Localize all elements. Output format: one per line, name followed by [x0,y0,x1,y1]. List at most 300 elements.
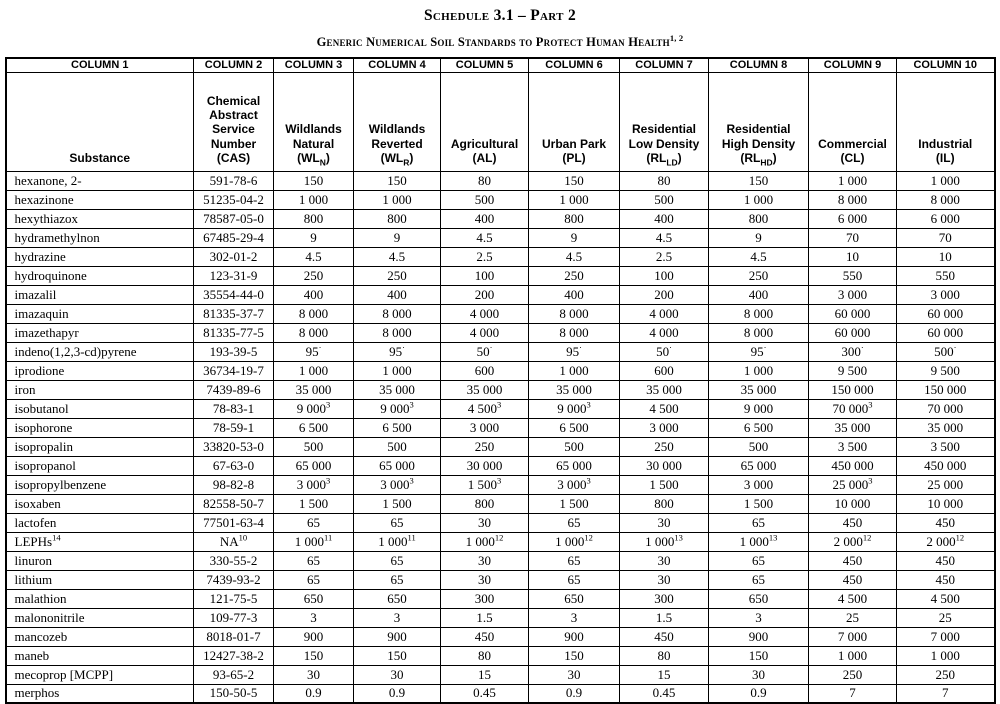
substance-cell: iron [6,380,194,399]
table-row [6,551,995,570]
table-row [6,532,995,551]
value-cell: 400 [441,209,529,228]
substance-cell: imazaquin [6,304,194,323]
substance-cell: isoxaben [6,494,194,513]
value-cell: 70 000 [897,399,995,418]
value-cell: 150 [274,171,354,190]
value-cell: 25 [809,608,897,627]
value-cell: 500 [441,190,529,209]
value-cell: 550 [809,266,897,285]
value-cell: 8 000 [809,190,897,209]
value-cell: 65 [529,513,620,532]
value-cell: 150 [709,646,809,665]
value-cell: 9 $000^3$ [529,399,620,418]
value-cell: 150 000 [897,380,995,399]
cas-cell: 33820-53-0 [194,437,274,456]
substance-cell: lactofen [6,513,194,532]
value-cell: 1 $000^{13}$ [709,532,809,551]
value-cell: 650 [709,589,809,608]
value-cell: 95· [529,342,620,361]
value-cell: 500· [897,342,995,361]
value-cell: 250 [620,437,709,456]
value-cell: 3 $000^3$ [274,475,354,494]
value-cell: 9 $000^3$ [274,399,354,418]
value-cell: 2.5 [620,247,709,266]
value-cell: 3 000 [809,285,897,304]
value-cell: 500 [274,437,354,456]
value-cell: 1 500 [529,494,620,513]
table-row [6,380,995,399]
value-cell: 400 [274,285,354,304]
value-cell: 15 [441,665,529,684]
value-cell: 3 000 [441,418,529,437]
value-cell: 250 [809,665,897,684]
value-cell: 550 [897,266,995,285]
cas-cell: 82558-50-7 [194,494,274,513]
column-number-label: COLUMN 2 [194,58,274,72]
header-wildlands-natural: Wildlands Natural $(WL_N)$ [274,72,354,171]
value-cell: 4 500 [620,399,709,418]
value-cell: 4 000 [620,323,709,342]
table-row [6,627,995,646]
value-cell: 500 [620,190,709,209]
value-cell: 65 [529,570,620,589]
table-row [6,171,995,190]
value-cell: 300 [620,589,709,608]
cas-cell: 109-77-3 [194,608,274,627]
substance-cell: hydrazine [6,247,194,266]
value-cell: 9 [354,228,441,247]
cas-cell: 78-59-1 [194,418,274,437]
substance-cell: isopropalin [6,437,194,456]
value-cell: 7 000 [897,627,995,646]
cas-cell: 591-78-6 [194,171,274,190]
column-number-label: COLUMN 5 [441,58,529,72]
value-cell: 60 000 [897,304,995,323]
value-cell: 3 000 [620,418,709,437]
value-cell: 500 [354,437,441,456]
value-cell: 65 [274,551,354,570]
value-cell: 1 $000^{12}$ [529,532,620,551]
table-body [6,171,995,703]
value-cell: 30 [441,551,529,570]
table-row [6,494,995,513]
value-cell: 4.5 [620,228,709,247]
value-cell: 150 [529,171,620,190]
cas-cell: 67485-29-4 [194,228,274,247]
value-cell: 1 000 [529,190,620,209]
value-cell: 1 000 [709,361,809,380]
value-cell: 0.9 [274,684,354,703]
cas-cell: 7439-93-2 [194,570,274,589]
value-cell: 1 000 [897,646,995,665]
cas-cell: 77501-63-4 [194,513,274,532]
substance-cell: lithium [6,570,194,589]
value-cell: 70 [809,228,897,247]
value-cell: 450 [809,570,897,589]
value-cell: 1 000 [709,190,809,209]
value-cell: 35 000 [709,380,809,399]
value-cell: 65 000 [529,456,620,475]
value-cell: 1.5 [620,608,709,627]
value-cell: 250 [529,266,620,285]
value-cell: 7 [897,684,995,703]
substance-cell: hydramethylnon [6,228,194,247]
value-cell: 80 [441,171,529,190]
value-cell: 800 [709,209,809,228]
page-title: Schedule 3.1 – Part 2 [424,7,576,24]
value-cell: 3 [354,608,441,627]
cas-cell: 330-55-2 [194,551,274,570]
value-cell: 65 000 [354,456,441,475]
value-cell: 0.9 [529,684,620,703]
value-cell: 4 000 [441,323,529,342]
value-cell: 3 [529,608,620,627]
value-cell: 8 000 [354,323,441,342]
value-cell: 150 [274,646,354,665]
value-cell: 900 [354,627,441,646]
substance-cell: malononitrile [6,608,194,627]
table-row [6,684,995,703]
value-cell: 25 [897,608,995,627]
value-cell: 30 [709,665,809,684]
table-row [6,323,995,342]
value-cell: 250 [441,437,529,456]
subtitle-text: Generic Numerical Soil Standards to Protect Human Health [316,35,670,49]
substance-cell: isopropanol [6,456,194,475]
value-cell: 65 000 [709,456,809,475]
value-cell: 60 000 [897,323,995,342]
cas-cell: NA$^{10}$ [194,532,274,551]
header-urban-park: Urban Park (PL) [529,72,620,171]
value-cell: 25 000 [897,475,995,494]
cas-cell: 12427-38-2 [194,646,274,665]
cas-cell: 8018-01-7 [194,627,274,646]
value-cell: 10 000 [809,494,897,513]
value-cell: 6 500 [709,418,809,437]
table-header [6,58,995,171]
value-cell: 1 $000^{11}$ [354,532,441,551]
value-cell: 9 $000^3$ [354,399,441,418]
value-cell: 6 000 [809,209,897,228]
cas-cell: 78-83-1 [194,399,274,418]
value-cell: 65 [709,570,809,589]
substance-cell: hydroquinone [6,266,194,285]
substance-cell: isophorone [6,418,194,437]
value-cell: 65 [274,513,354,532]
value-cell: 800 [354,209,441,228]
value-cell: 450 [441,627,529,646]
value-cell: 3 [274,608,354,627]
value-cell: 1 000 [274,190,354,209]
value-cell: 300· [809,342,897,361]
cas-cell: 36734-19-7 [194,361,274,380]
substance-cell: LEPHs$^{14}$ [6,532,194,551]
value-cell: 650 [274,589,354,608]
value-cell: 7 [809,684,897,703]
value-cell: 450 [897,513,995,532]
value-cell: 450 [809,513,897,532]
cas-cell: 35554-44-0 [194,285,274,304]
value-cell: 0.9 [354,684,441,703]
value-cell: 450 000 [897,456,995,475]
value-cell: 450 [897,551,995,570]
value-cell: 30 [620,513,709,532]
table-row [6,456,995,475]
value-cell: 500 [529,437,620,456]
value-cell: 4 000 [620,304,709,323]
value-cell: 4.5 [274,247,354,266]
value-cell: 10 000 [897,494,995,513]
value-cell: 400 [620,209,709,228]
value-cell: 65 [529,551,620,570]
value-cell: 1 000 [897,171,995,190]
table-row [6,589,995,608]
value-cell: 1 $000^{11}$ [274,532,354,551]
column-number-label: COLUMN 4 [354,58,441,72]
header-commercial: Commercial (CL) [809,72,897,171]
value-cell: 1 000 [529,361,620,380]
header-agricultural: Agricultural (AL) [441,72,529,171]
cas-cell: 302-01-2 [194,247,274,266]
value-cell: 30 [529,665,620,684]
cas-cell: 7439-89-6 [194,380,274,399]
value-cell: 30 [441,513,529,532]
value-cell: 95· [274,342,354,361]
value-cell: 35 000 [897,418,995,437]
substance-cell: indeno(1,2,3-cd)pyrene [6,342,194,361]
value-cell: 35 000 [809,418,897,437]
value-cell: 9 [709,228,809,247]
substance-cell: hexazinone [6,190,194,209]
value-cell: 3 $000^3$ [529,475,620,494]
table-row [6,646,995,665]
value-cell: 7 000 [809,627,897,646]
value-cell: 2 $000^{12}$ [897,532,995,551]
table-row [6,399,995,418]
value-cell: 250 [274,266,354,285]
value-cell: 30 [620,570,709,589]
table-row [6,304,995,323]
value-cell: 1 000 [809,646,897,665]
substance-cell: isopropylbenzene [6,475,194,494]
cas-cell: 98-82-8 [194,475,274,494]
value-cell: 1 000 [354,361,441,380]
value-cell: 65 [354,513,441,532]
value-cell: 800 [529,209,620,228]
value-cell: 30 [620,551,709,570]
value-cell: 250 [897,665,995,684]
value-cell: 4 500 [897,589,995,608]
value-cell: 6 000 [897,209,995,228]
cas-cell: 81335-37-7 [194,304,274,323]
value-cell: 10 [809,247,897,266]
header-cas: Chemical Abstract Service Number (CAS) [194,72,274,171]
table-row [6,437,995,456]
value-cell: 80 [441,646,529,665]
column-number-label: COLUMN 9 [809,58,897,72]
value-cell: 200 [441,285,529,304]
value-cell: 4.5 [441,228,529,247]
value-cell: 1 $500^3$ [441,475,529,494]
value-cell: 70 $000^3$ [809,399,897,418]
substance-cell: maneb [6,646,194,665]
table-row [6,475,995,494]
value-cell: 8 000 [529,304,620,323]
value-cell: 3 $000^3$ [354,475,441,494]
value-cell: 3 [709,608,809,627]
value-cell: 1 $000^{13}$ [620,532,709,551]
value-cell: 8 000 [709,304,809,323]
value-cell: 450 000 [809,456,897,475]
value-cell: 0.45 [620,684,709,703]
value-cell: 4.5 [709,247,809,266]
value-cell: 35 000 [529,380,620,399]
value-cell: 35 000 [354,380,441,399]
value-cell: 300 [441,589,529,608]
cas-cell: 93-65-2 [194,665,274,684]
value-cell: 400 [354,285,441,304]
value-cell: 8 000 [709,323,809,342]
value-cell: 4 $500^3$ [441,399,529,418]
header-industrial: Industrial (IL) [897,72,995,171]
column-number-label: COLUMN 1 [6,58,194,72]
value-cell: 1.5 [441,608,529,627]
soil-standards-table [5,57,996,704]
table-row [6,285,995,304]
value-cell: 4.5 [529,247,620,266]
value-cell: 65 [354,570,441,589]
cas-cell: 67-63-0 [194,456,274,475]
value-cell: 30 [354,665,441,684]
value-cell: 450 [809,551,897,570]
value-cell: 400 [529,285,620,304]
value-cell: 900 [529,627,620,646]
value-cell: 60 000 [809,323,897,342]
value-cell: 50· [620,342,709,361]
value-cell: 0.45 [441,684,529,703]
table-row [6,608,995,627]
table-row [6,342,995,361]
value-cell: 3 000 [897,285,995,304]
value-cell: 100 [441,266,529,285]
value-cell: 1 000 [274,361,354,380]
substance-cell: malathion [6,589,194,608]
value-cell: 65 000 [274,456,354,475]
column-number-label: COLUMN 6 [529,58,620,72]
value-cell: 15 [620,665,709,684]
cas-cell: 123-31-9 [194,266,274,285]
column-number-label: COLUMN 7 [620,58,709,72]
table-row [6,513,995,532]
value-cell: 250 [354,266,441,285]
value-cell: 800 [441,494,529,513]
value-cell: 3 500 [897,437,995,456]
value-cell: 9 500 [809,361,897,380]
value-cell: 3 500 [809,437,897,456]
cas-cell: 81335-77-5 [194,323,274,342]
column-number-label: COLUMN 10 [897,58,995,72]
value-cell: 8 000 [897,190,995,209]
value-cell: 95· [354,342,441,361]
value-cell: 1 500 [274,494,354,513]
value-cell: 200 [620,285,709,304]
value-cell: 35 000 [441,380,529,399]
value-cell: 9 500 [897,361,995,380]
value-cell: 80 [620,171,709,190]
value-cell: 8 000 [274,323,354,342]
value-cell: 10 [897,247,995,266]
value-cell: 150 000 [809,380,897,399]
value-cell: 1 500 [620,475,709,494]
value-cell: 800 [274,209,354,228]
substance-cell: iprodione [6,361,194,380]
value-cell: 150 [709,171,809,190]
table-row [6,228,995,247]
substance-cell: mecoprop [MCPP] [6,665,194,684]
value-cell: 150 [354,646,441,665]
column-number-label: COLUMN 8 [709,58,809,72]
substance-cell: hexanone, 2- [6,171,194,190]
page-subtitle [0,32,1000,50]
value-cell: 30 000 [441,456,529,475]
value-cell: 650 [529,589,620,608]
value-cell: 65 [709,513,809,532]
value-cell: 1 $000^{12}$ [441,532,529,551]
table-row [6,570,995,589]
value-cell: 6 500 [274,418,354,437]
substance-cell: imazethapyr [6,323,194,342]
cas-cell: 121-75-5 [194,589,274,608]
table-row [6,247,995,266]
table-row [6,665,995,684]
value-cell: 8 000 [354,304,441,323]
cas-cell: 150-50-5 [194,684,274,703]
value-cell: 150 [354,171,441,190]
value-cell: 30 000 [620,456,709,475]
table-row [6,361,995,380]
table-row [6,418,995,437]
value-cell: 3 000 [709,475,809,494]
value-cell: 400 [709,285,809,304]
substance-cell: merphos [6,684,194,703]
value-cell: 30 [441,570,529,589]
value-cell: 9 [274,228,354,247]
column-label-row [6,58,995,72]
value-cell: 65 [709,551,809,570]
cas-cell: 51235-04-2 [194,190,274,209]
value-cell: 900 [709,627,809,646]
value-cell: 4.5 [354,247,441,266]
table-row [6,266,995,285]
substance-cell: linuron [6,551,194,570]
substance-cell: imazalil [6,285,194,304]
value-cell: 9 [529,228,620,247]
value-cell: 35 000 [620,380,709,399]
value-cell: 4 500 [809,589,897,608]
value-cell: 600 [441,361,529,380]
value-cell: 4 000 [441,304,529,323]
value-cell: 0.9 [709,684,809,703]
value-cell: 650 [354,589,441,608]
value-cell: 150 [529,646,620,665]
header-wildlands-reverted: Wildlands Reverted $(WL_R)$ [354,72,441,171]
value-cell: 50· [441,342,529,361]
header-substance: Substance [6,72,194,171]
value-cell: 450 [620,627,709,646]
value-cell: 100 [620,266,709,285]
value-cell: 6 500 [529,418,620,437]
